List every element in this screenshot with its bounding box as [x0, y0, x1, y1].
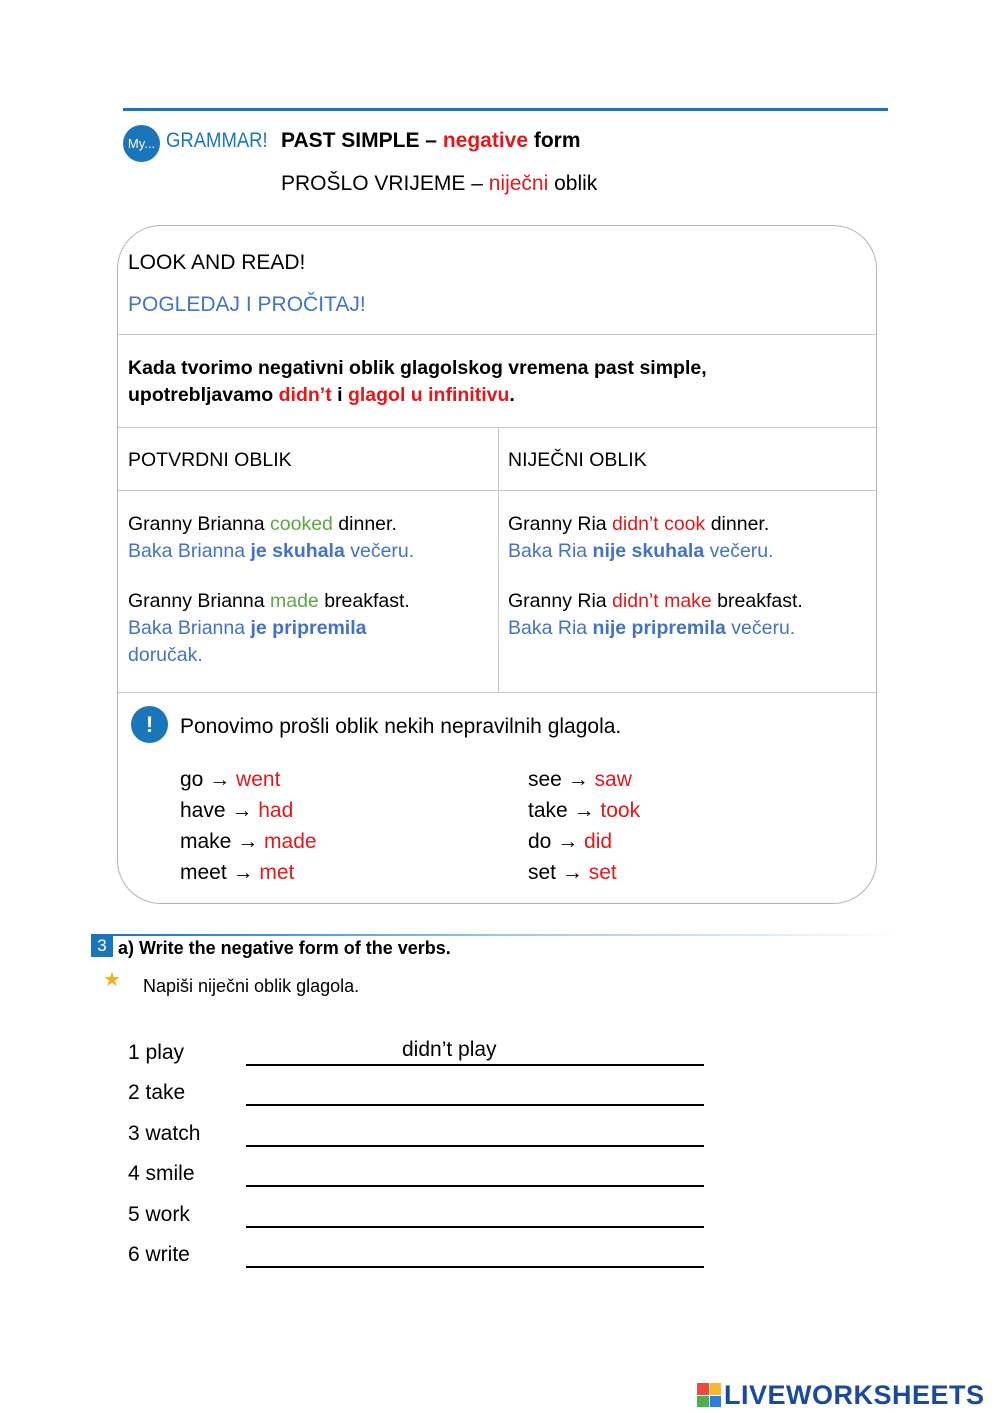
answer-line — [246, 1064, 704, 1066]
arrow-icon: → — [561, 861, 583, 884]
verb-pair: see → saw — [528, 768, 632, 791]
answer-line — [246, 1185, 704, 1187]
verb-pair: have → had — [180, 799, 294, 822]
column-header-affirmative: POTVRDNI OBLIK — [128, 449, 292, 471]
header-rule — [123, 108, 888, 111]
affirmative-example-2: Granny Brianna made breakfast. Baka Brianna je pripremila doručak. — [128, 590, 410, 666]
answer-line — [246, 1266, 704, 1268]
irregular-verbs-right — [528, 768, 640, 892]
arrow-icon: → — [209, 768, 231, 791]
verb-pair: make → made — [180, 830, 317, 853]
column-divider — [498, 427, 499, 693]
arrow-icon: → — [573, 799, 595, 822]
negative-example-1: Granny Ria didn’t cook dinner. Baka Ria nije skuhala večeru. — [508, 513, 774, 562]
item-label: 4 smile — [128, 1162, 195, 1185]
exercise-subtitle: Napiši niječni oblik glagola. — [143, 976, 360, 996]
affirmative-example-1: Granny Brianna cooked dinner. Baka Brianna je skuhala večeru. — [128, 513, 415, 562]
logo-icon — [697, 1383, 721, 1407]
irregular-verbs-left — [180, 768, 317, 892]
my-grammar-badge: My... — [123, 125, 160, 162]
column-header-negative: NIJEČNI OBLIK — [508, 449, 647, 471]
answer-line — [246, 1104, 704, 1106]
exercise-rule — [113, 934, 903, 936]
page-subtitle: PROŠLO VRIJEME – niječni oblik — [281, 172, 598, 195]
divider — [118, 490, 876, 491]
exercise-number: 3 — [91, 934, 113, 957]
verb-pair: take → took — [528, 799, 641, 822]
arrow-icon: → — [557, 830, 579, 853]
irregular-verbs-note: Ponovimo prošli oblik nekih nepravilnih glagola. — [180, 715, 622, 738]
arrow-icon: → — [567, 768, 589, 791]
arrow-icon: → — [232, 861, 254, 884]
answer-line — [246, 1145, 704, 1147]
divider — [118, 692, 876, 693]
verb-pair: go → went — [180, 768, 281, 791]
exercise-title: a) Write the negative form of the verbs. — [118, 938, 451, 958]
rule-text: Kada tvorimo negativni oblik glagolskog vremena past simple, upotrebljavamo didn’t i glagol u infinitivu. — [128, 357, 707, 406]
arrow-icon: → — [237, 830, 259, 853]
exclamation-icon: ! — [131, 706, 168, 743]
verb-pair: do → did — [528, 830, 613, 853]
divider — [118, 427, 876, 428]
item-label: 6 write — [128, 1243, 190, 1266]
liveworksheets-logo: LIVEWORKSHEETS — [697, 1380, 985, 1410]
grammar-label: GRAMMAR! — [166, 129, 268, 152]
negative-example-2: Granny Ria didn’t make breakfast. Baka Ria nije pripremila večeru. — [508, 590, 803, 639]
item-label: 5 work — [128, 1203, 190, 1226]
pogledaj-heading: POGLEDAJ I PROČITAJ! — [128, 293, 366, 316]
verb-pair: set → set — [528, 861, 617, 884]
verb-pair: meet → met — [180, 861, 295, 884]
divider — [118, 334, 876, 335]
item-label: 1 play — [128, 1041, 185, 1064]
answer-field[interactable]: didn’t play — [402, 1038, 497, 1061]
answer-line — [246, 1226, 704, 1228]
item-label: 2 take — [128, 1081, 186, 1104]
page-title: PAST SIMPLE – negative form — [281, 129, 581, 152]
item-label: 3 watch — [128, 1122, 201, 1145]
arrow-icon: → — [231, 799, 253, 822]
star-icon: ★ — [103, 969, 121, 991]
look-and-read-heading: LOOK AND READ! — [128, 251, 306, 274]
